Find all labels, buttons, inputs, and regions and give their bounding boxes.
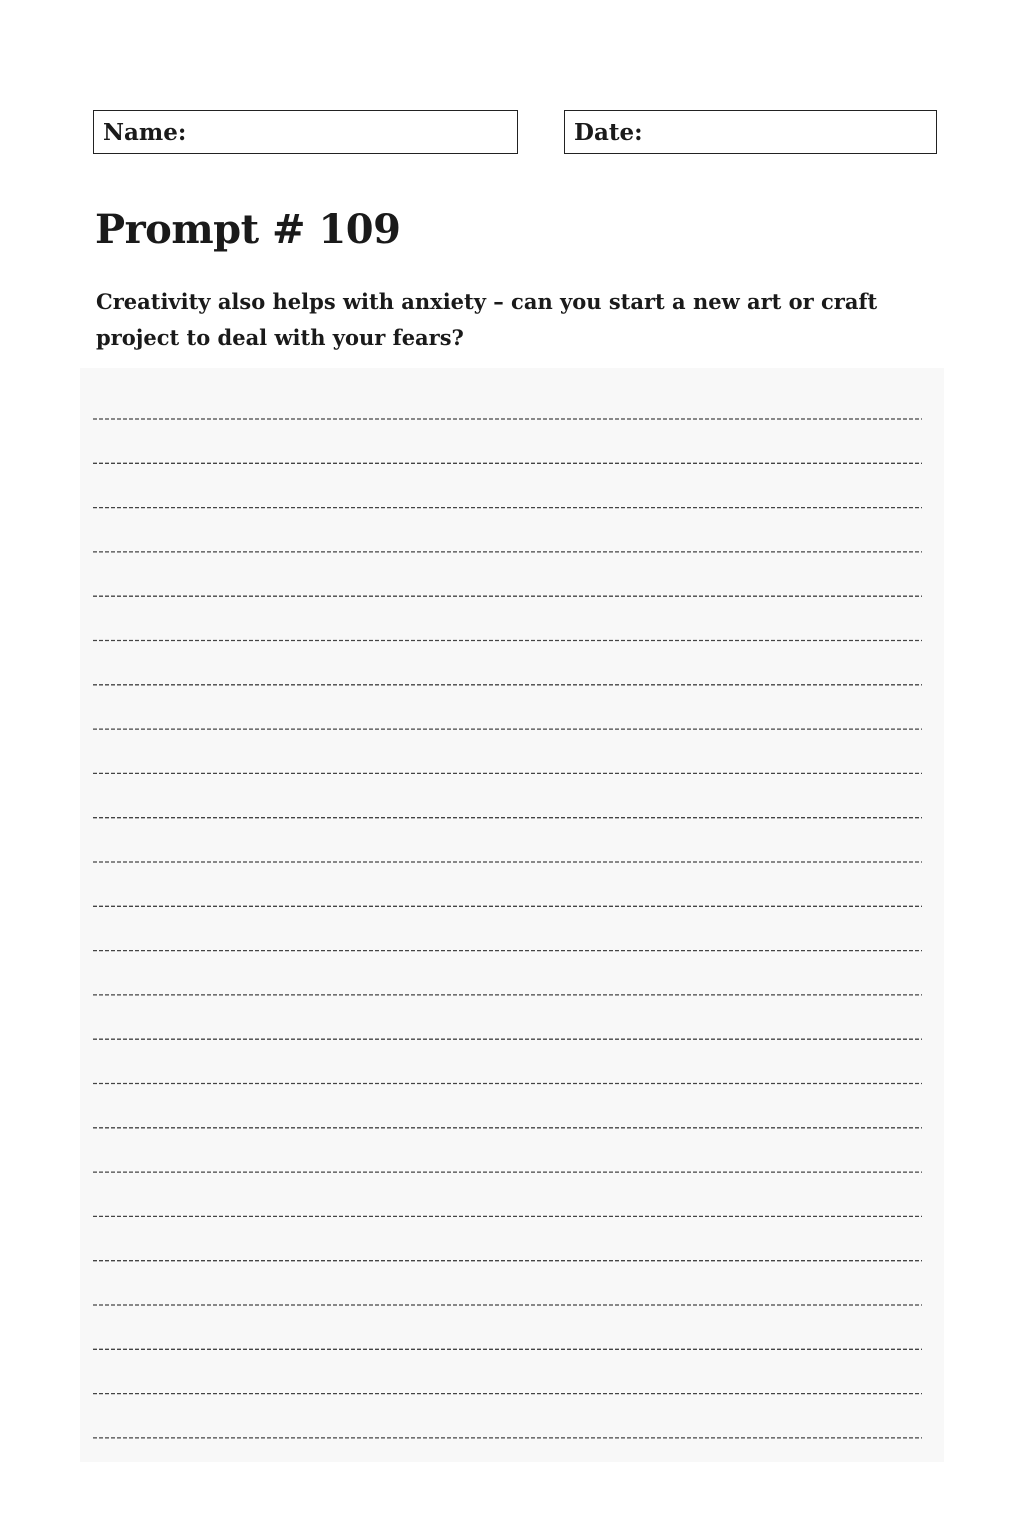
writing-lines (93, 368, 922, 1462)
date-label: Date: (574, 118, 643, 146)
date-field[interactable] (564, 110, 937, 154)
writing-lines-svg (93, 368, 922, 1462)
writing-area[interactable] (80, 368, 944, 1462)
prompt-title: Prompt # 109 (95, 206, 401, 253)
name-field[interactable] (93, 110, 518, 154)
name-label: Name: (103, 118, 187, 146)
prompt-text: Creativity also helps with anxiety – can you start a new art or craft project to deal with your fears? (96, 289, 878, 350)
